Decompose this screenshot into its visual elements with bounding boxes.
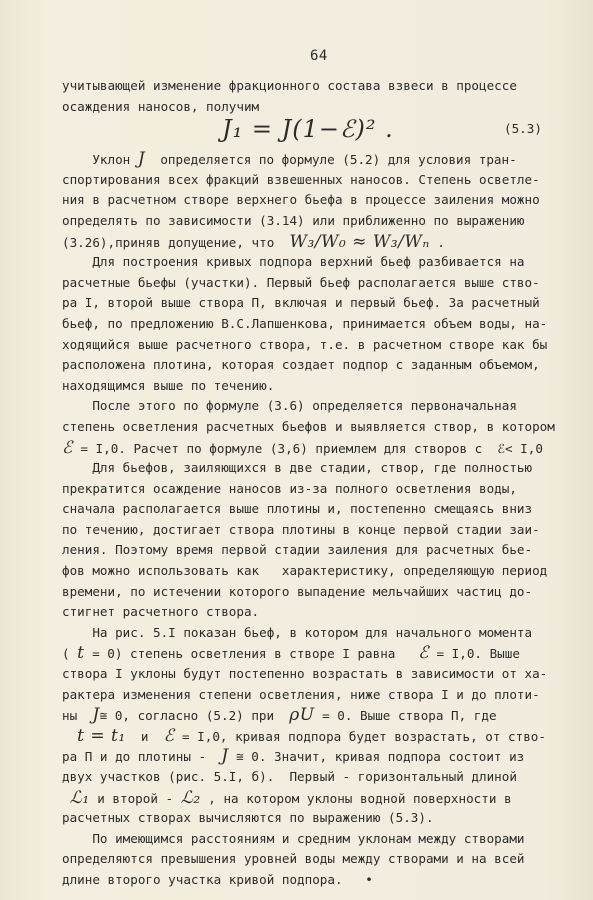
text-line	[62, 396, 592, 417]
line-text	[62, 791, 70, 806]
text-line	[62, 355, 592, 376]
handwritten-symbol: t = t₁	[77, 725, 126, 746]
body-text	[62, 76, 592, 891]
line-text: стигнет расчетного створа.	[62, 604, 260, 620]
text-line	[62, 705, 592, 726]
line-text: После этого по формуле (3.6) определяется первоначальная	[62, 398, 517, 414]
text-line	[62, 314, 592, 335]
text-line	[62, 190, 592, 211]
text-line	[62, 417, 592, 438]
text-line	[62, 376, 592, 397]
line-text: = 0. Выше створа П, где	[314, 708, 497, 724]
line-text: ходящийся выше расчетного створа, т.е. в расчетном створе как бы	[62, 336, 548, 352]
text-line	[62, 273, 592, 294]
text-line	[62, 170, 592, 191]
handwritten-symbol: ℒ₁	[69, 787, 90, 808]
line-text: ны	[62, 708, 93, 724]
line-text: (	[62, 646, 78, 662]
line-text: по течению, достигает створа плотины в конце первой стадии заи-	[62, 521, 540, 537]
handwritten-symbol: W₃/W₀ ≈ W₃/Wₙ	[289, 231, 430, 252]
line-text: ления. Поэтому время первой стадии заиления для расчетных бье-	[62, 542, 533, 558]
line-text: ра П и до плотины -	[62, 749, 222, 765]
line-text: находящимся выше по течению.	[62, 377, 275, 393]
line-text: = I,0, кривая подпора будет возрастать, от ство-	[174, 728, 546, 744]
line-text: , на котором уклоны водной поверхности в	[200, 790, 512, 806]
text-line	[62, 767, 592, 788]
line-text: учитывающей изменение фракционного состава взвеси в процессе	[62, 78, 517, 93]
page-number: 64	[310, 48, 328, 64]
line-text: рактера изменения степени осветления, ниже створа I и до плоти-	[62, 686, 540, 702]
line-text: и второй -	[89, 790, 181, 806]
text-line	[62, 293, 592, 314]
line-text: длине второго участка кривой подпора. •	[62, 871, 373, 887]
line-text: Для построения кривых подпора верхний бьеф разбивается на	[62, 254, 525, 270]
line-text: = I,0. Расчет по формуле (3,6) приемлем для створов с ℰ< I,0	[72, 440, 543, 456]
line-text: (3.26),приняв допущение, что	[62, 234, 290, 250]
line-text: осаждения наносов, получим	[62, 98, 260, 114]
line-text: Для бьефов, заиляющихся в две стадии, створ, где полностью	[62, 460, 533, 476]
text-line	[62, 335, 592, 356]
line-text: прекратится осаждение наносов из-за полного осветления воды,	[62, 480, 517, 496]
line-text: ра I, второй выше створа П, включая и первый бьеф. За расчетный	[62, 295, 540, 311]
text-line	[62, 499, 592, 520]
line-text: степень осветления расчетных бьефов и выявляется створ, в котором	[62, 418, 555, 434]
formula-5-3	[62, 117, 592, 149]
text-line	[62, 232, 592, 253]
text-line	[62, 520, 592, 541]
text-line	[62, 540, 592, 561]
text-line	[62, 685, 592, 706]
text-line	[62, 561, 592, 582]
line-text: сначала располагается выше плотины и, постепенно смещаясь вниз	[62, 501, 533, 517]
line-text	[62, 729, 77, 744]
text-line	[62, 788, 592, 809]
text-line	[62, 602, 592, 623]
handwritten-symbol: t	[77, 643, 85, 664]
formula-expression: J₁ = J(1−ℰ)² .	[222, 115, 394, 144]
line-text: бьеф, по предложению В.С.Лапшенкова, принимается объем воды, на-	[62, 315, 548, 331]
text-line	[62, 76, 592, 97]
line-text: створа I уклоны будут постепенно возрастать в зависимости от ха-	[62, 666, 548, 682]
line-text: расчетных створах вычисляются по выражению (5.3).	[62, 810, 434, 826]
line-text: расчетные бьефы (участки). Первый бьеф располагается выше ство-	[62, 274, 540, 290]
text-line	[62, 643, 592, 664]
text-line	[62, 97, 592, 118]
line-text: расположена плотина, которая создает подпор с заданным объемом,	[62, 357, 540, 373]
handwritten-symbol: J	[137, 149, 146, 170]
line-text: определяется по формуле (5.2) для условия тран-	[145, 152, 517, 168]
line-text: = 0) степень осветления в створе I равна	[84, 646, 419, 662]
line-text: спортирования всех фракций взвешенных наносов. Степень осветле-	[62, 171, 540, 187]
text-line	[62, 149, 592, 170]
line-text: времени, по истечении которого выпадение мельчайших частиц до-	[62, 583, 533, 599]
line-text: и	[125, 728, 164, 744]
text-line	[62, 438, 592, 459]
line-text: фов можно использовать как характеристику, определяющую период	[62, 563, 548, 579]
text-line	[62, 829, 592, 850]
line-text: двух участков (рис. 5.I, б). Первый - горизонтальный длиной	[62, 769, 517, 784]
handwritten-symbol: ℰ	[62, 437, 73, 458]
handwritten-symbol: ℒ₂	[180, 787, 201, 808]
handwritten-symbol: J	[92, 705, 100, 726]
text-line	[62, 746, 592, 767]
line-text: ния в расчетном створе верхнего бьефа в процессе заиления можно	[62, 192, 540, 208]
line-text: Уклон	[62, 152, 138, 168]
handwritten-symbol: ℰ	[163, 725, 175, 746]
text-line	[62, 849, 592, 870]
text-line	[62, 211, 592, 232]
handwritten-symbol: J	[221, 746, 229, 767]
line-text: ≅ 0, согласно (5.2) при	[99, 708, 290, 724]
text-line	[62, 870, 592, 891]
handwritten-symbol: ℰ	[418, 643, 429, 664]
line-text: На рис. 5.I показан бьеф, в котором для начального момента	[62, 624, 533, 640]
text-line	[62, 479, 592, 500]
formula-number: (5.3)	[504, 121, 542, 137]
line-text: По имеющимся расстояниям и средним уклонам между створами	[62, 830, 525, 846]
line-text: .	[429, 234, 445, 250]
text-line	[62, 808, 592, 829]
handwritten-symbol: ρU	[289, 705, 315, 726]
text-line	[62, 623, 592, 644]
text-line	[62, 252, 592, 273]
text-line	[62, 582, 592, 603]
line-text: определяются превышения уровней воды между створами и на всей	[62, 851, 525, 867]
text-line	[62, 664, 592, 685]
line-text: = I,0. Выше	[428, 646, 520, 662]
line-text: определять по зависимости (3.14) или приближенно по выражению	[62, 212, 525, 228]
text-line	[62, 458, 592, 479]
line-text: ≅ 0. Значит, кривая подпора состоит из	[228, 749, 525, 765]
text-line	[62, 726, 592, 747]
